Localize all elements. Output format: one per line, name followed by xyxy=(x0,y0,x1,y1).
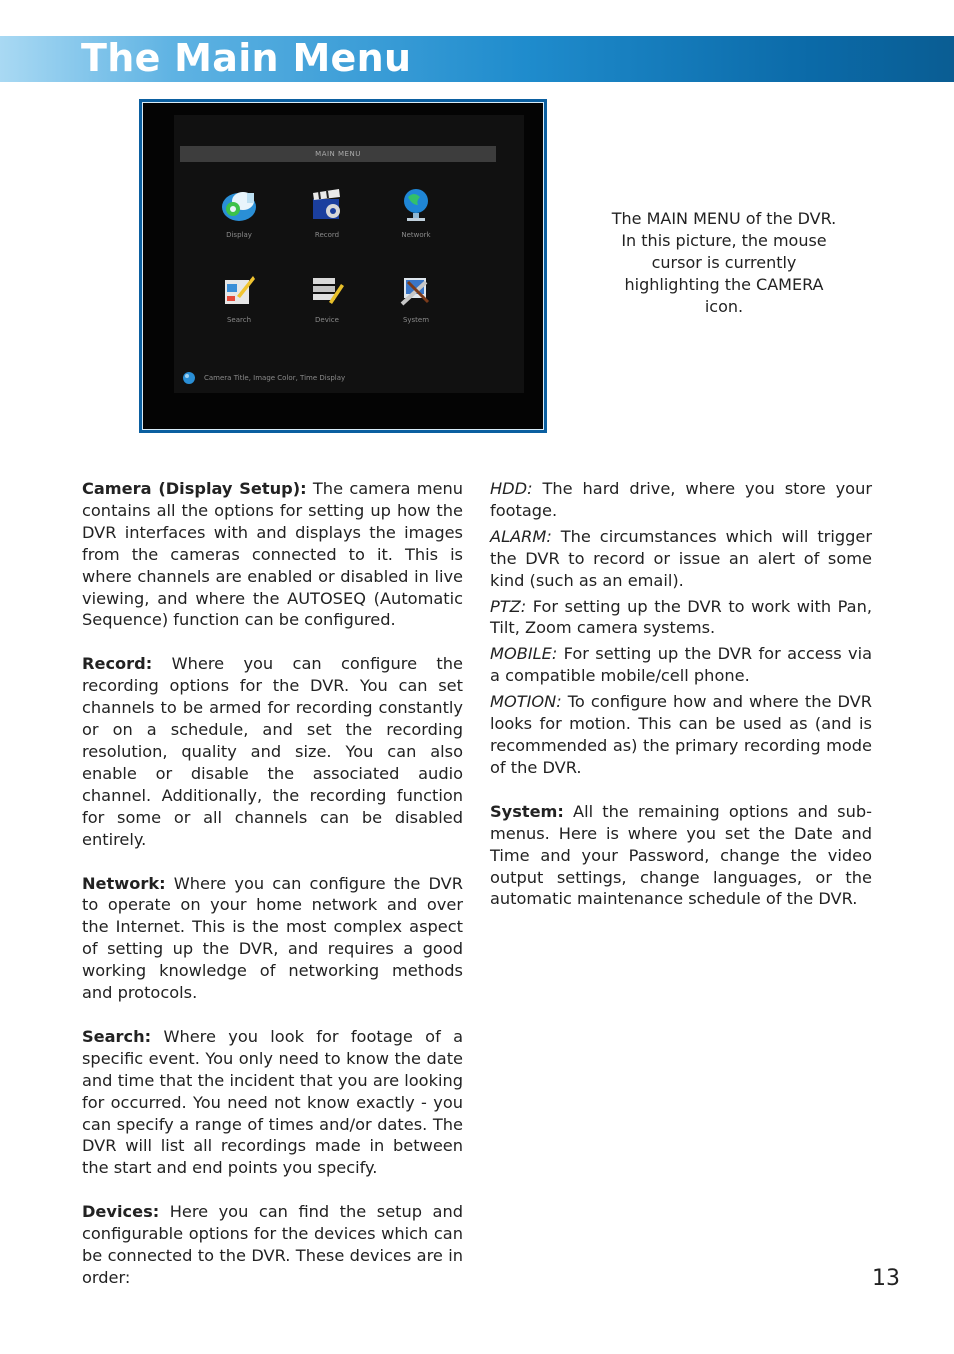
page-number: 13 xyxy=(872,1266,900,1291)
menu-status-bar xyxy=(182,371,345,385)
menu-item-label: Search xyxy=(226,316,252,324)
menu-item-device[interactable] xyxy=(292,270,362,324)
network-text: Where you can configure the DVR to operate on your home network and over the Internet. This is the most complex aspect of setting up the DVR, and requires a good working knowledge of networking methods and protocols. xyxy=(82,873,463,1003)
screenshot-caption: The MAIN MENU of the DVR. In this picture, the mouse cursor is currently highlighting the CAMERA icon. xyxy=(611,209,837,316)
devices-paragraph xyxy=(82,1201,463,1289)
term-system: System: xyxy=(490,801,564,821)
hdd-text: The hard drive, where you store your footage. xyxy=(490,479,872,520)
term-network: Network: xyxy=(82,873,166,893)
search-icon xyxy=(219,270,259,310)
menu-item-record[interactable] xyxy=(292,185,362,239)
term-ptz: PTZ: xyxy=(490,596,527,616)
menu-item-system[interactable] xyxy=(381,270,451,324)
menu-status-text: Camera Title, Image Color, Time Display xyxy=(204,374,346,382)
record-clapper-icon xyxy=(307,185,347,225)
term-alarm: ALARM: xyxy=(490,526,552,546)
menu-item-search[interactable] xyxy=(204,270,274,324)
ptz-paragraph xyxy=(490,596,872,640)
system-tools-icon xyxy=(396,270,436,310)
search-paragraph xyxy=(82,1026,463,1179)
term-motion: MOTION: xyxy=(490,692,562,712)
ptz-text: For setting up the DVR to work with Pan, Tilt, Zoom camera systems. xyxy=(490,596,872,638)
display-camera-icon xyxy=(219,185,259,225)
camera-paragraph xyxy=(82,478,463,631)
term-record: Record: xyxy=(82,654,153,674)
left-column xyxy=(82,478,463,1289)
alarm-paragraph xyxy=(490,526,872,592)
hdd-paragraph xyxy=(490,478,872,522)
page-title: The Main Menu xyxy=(81,36,412,80)
system-paragraph xyxy=(490,801,872,911)
term-mobile: MOBILE: xyxy=(490,644,558,664)
devices-text: Here you can find the setup and configurable options for the devices which can be connected to the DVR. These devices are in order: xyxy=(82,1202,463,1287)
device-hdd-icon xyxy=(307,270,347,310)
term-hdd: HDD: xyxy=(490,479,533,498)
alarm-text: The circumstances which will trigger the DVR to record or issue an alert of some kind (such as an email). xyxy=(490,526,872,590)
dvr-screen xyxy=(142,102,544,430)
search-text: Where you look for footage of a specific event. You only need to know the date and time that the incident that you are looking for occurred. You need not know exactly - you can specify a range of times and/or dates. The DVR will list all recordings made in between the start and end points you specify. xyxy=(82,1026,463,1178)
term-devices: Devices: xyxy=(82,1202,160,1222)
term-search: Search: xyxy=(82,1026,152,1046)
menu-item-network[interactable] xyxy=(381,185,451,239)
motion-paragraph xyxy=(490,691,872,779)
menu-item-label: System xyxy=(402,316,430,324)
right-column xyxy=(490,478,872,910)
network-paragraph xyxy=(82,873,463,1004)
camera-text: The camera menu contains all the options for setting up how the DVR interfaces with and displays the images from the cameras connected to it. This is where channels are enabled or disabled in live viewing, and where the AUTOSEQ (Automatic Sequence) function can be configured. xyxy=(82,479,463,630)
network-globe-icon xyxy=(396,185,436,225)
menu-title: MAIN MENU xyxy=(180,146,496,162)
menu-item-label: Display xyxy=(226,231,252,239)
record-paragraph xyxy=(82,653,463,850)
info-globe-icon xyxy=(182,371,196,385)
mobile-text: For setting up the DVR for access via a compatible mobile/cell phone. xyxy=(490,644,872,686)
motion-text: To configure how and where the DVR looks for motion. This can be used as (and is recommended as) the primary recording mode of the DVR. xyxy=(490,692,872,777)
menu-item-display[interactable] xyxy=(204,185,274,239)
menu-item-label: Record xyxy=(314,231,340,239)
menu-item-label: Network xyxy=(401,231,431,239)
record-text: Where you can configure the recording options for the DVR. You can set channels to be armed for recording constantly or on a schedule, and set the recording resolution, quality and size. You can also enable or disable the associated audio channel. Additionally, the recording function for some or all channels can be disabled entirely. xyxy=(82,654,463,849)
mobile-paragraph xyxy=(490,643,872,687)
main-menu-screenshot xyxy=(139,99,547,433)
system-text: All the remaining options and sub-menus. Here is where you set the Date and Time and your Password, change the video output settings, change languages, or the automatic maintenance schedule of the DVR. xyxy=(490,801,872,909)
term-camera: Camera (Display Setup): xyxy=(82,479,307,498)
menu-panel xyxy=(174,115,524,393)
menu-item-label: Device xyxy=(315,316,339,324)
